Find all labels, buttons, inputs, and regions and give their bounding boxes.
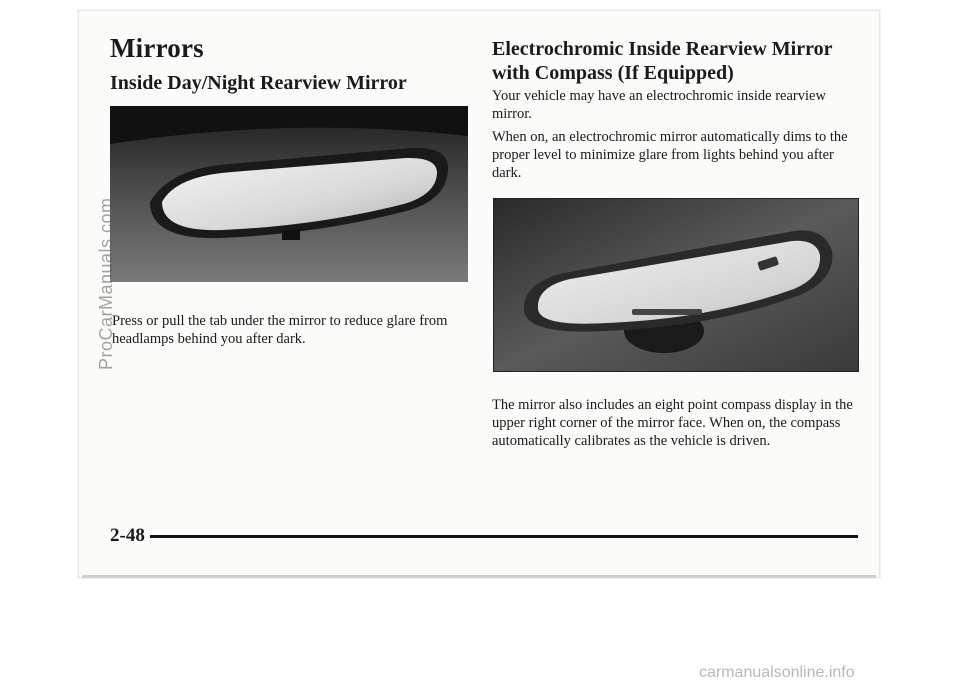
electrochromic-dimming: When on, an electrochromic mirror automatically dims to the proper level to minimize glare from lights behind you after dark. xyxy=(492,129,848,181)
section-title-electrochromic: Electrochromic Inside Rearview Mirror with Compass (If Equipped) xyxy=(492,38,833,84)
electrochromic-mirror-photo xyxy=(493,198,859,372)
subsection-title-daynight: Inside Day/Night Rearview Mirror xyxy=(110,72,407,94)
footer-rule xyxy=(150,535,858,538)
electrochromic-intro: Your vehicle may have an electrochromic inside rearview mirror. xyxy=(492,88,826,122)
compass-description: The mirror also includes an eight point compass display in the upper right corner of the mirror face. When on, the compass automatically calibrates as the vehicle is driven. xyxy=(492,397,853,449)
scan-edge-bottom xyxy=(82,575,876,578)
section-title-mirrors: Mirrors xyxy=(110,33,204,63)
page-number: 2-48 xyxy=(110,525,145,546)
daynight-instructions: Press or pull the tab under the mirror to reduce glare from headlamps behind you after dark. xyxy=(112,313,448,347)
watermark-carmanualsonline: carmanualsonline.info xyxy=(699,664,855,681)
watermark-procarmanuals: ProCarManuals.com xyxy=(96,197,116,370)
daynight-mirror-photo xyxy=(110,106,468,282)
